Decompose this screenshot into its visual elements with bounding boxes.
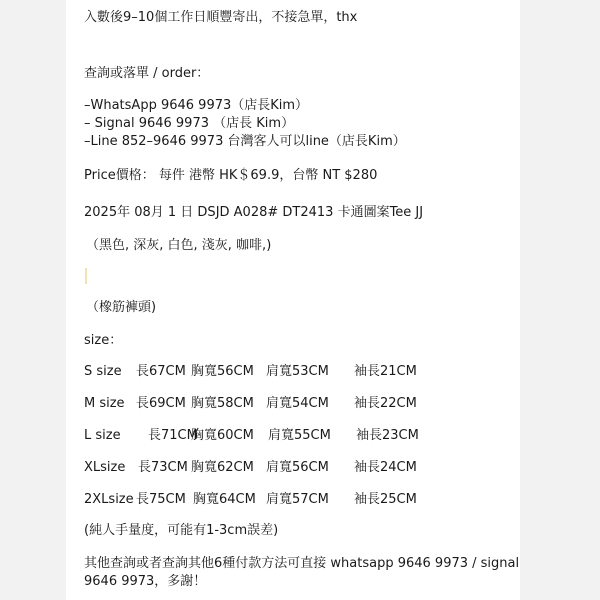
sleeve-value: 袖長21CM: [354, 364, 417, 379]
size-row: [0, 396, 600, 412]
shoulder-value: 肩寬54CM: [266, 396, 329, 411]
size-title: size：: [84, 333, 123, 348]
size-label: M size: [84, 396, 125, 411]
sleeve-value: 袖長22CM: [354, 396, 417, 411]
length-value: 長73CM: [138, 460, 188, 475]
order-line: –Line 852–9646 9973 台灣客人可以line（店長Kim）: [84, 134, 406, 149]
chest-value: 胸寬62CM: [191, 460, 254, 475]
elastic-waist-note: （橡筋褲頭): [86, 300, 157, 315]
size-label: L size: [84, 428, 121, 443]
order-signal: – Signal 9646 9973 （店長 Kim）: [84, 116, 295, 131]
size-label: S size: [84, 364, 122, 379]
chest-value: 胸寬56CM: [191, 364, 254, 379]
length-value: 長69CM: [136, 396, 186, 411]
size-row: [0, 364, 600, 380]
price-line: Price價格： 每件 港幣 HK＄69.9，台幣 NT $280: [84, 168, 378, 183]
footer-contact-line2: 9646 9973，多謝！: [84, 574, 207, 589]
size-label: 2XLsize: [84, 492, 134, 507]
measurement-note: (純人手量度，可能有1-3cm誤差): [84, 523, 279, 538]
order-whatsapp: –WhatsApp 9646 9973（店長Kim）: [84, 98, 309, 113]
size-label: XLsize: [84, 460, 126, 475]
footer-contact-line1: 其他查詢或者查詢其他6種付款方法可直接 whatsapp 9646 9973 / signal: [84, 556, 520, 571]
sleeve-value: 袖長23CM: [356, 428, 419, 443]
color-options: （黑色, 深灰, 白色, 淺灰, 咖啡,): [86, 238, 272, 253]
shipping-note: 入數後9–10個工作日順豐寄出，不接急單，thx: [84, 10, 358, 25]
text-cursor-mark: [85, 268, 87, 284]
sleeve-value: 袖長24CM: [354, 460, 417, 475]
size-row: [0, 460, 600, 476]
order-title: 查詢或落單 / order：: [84, 66, 210, 81]
shoulder-value: 肩寬53CM: [266, 364, 329, 379]
size-row: [0, 428, 600, 444]
chest-value: 胸寬64CM: [193, 492, 256, 507]
length-value: 長71CM: [148, 428, 198, 443]
shoulder-value: 肩寬57CM: [266, 492, 329, 507]
shoulder-value: 肩寬55CM: [268, 428, 331, 443]
chest-value: 胸寬60CM: [191, 428, 254, 443]
sleeve-value: 袖長25CM: [354, 492, 417, 507]
chest-value: 胸寬58CM: [191, 396, 254, 411]
length-value: 長75CM: [136, 492, 186, 507]
shoulder-value: 肩寬56CM: [266, 460, 329, 475]
length-value: 長67CM: [136, 364, 186, 379]
size-row: [0, 492, 600, 508]
product-line: 2025年 08月 1 日 DSJD A028# DT2413 卡通圖案Tee JJ: [84, 205, 424, 220]
